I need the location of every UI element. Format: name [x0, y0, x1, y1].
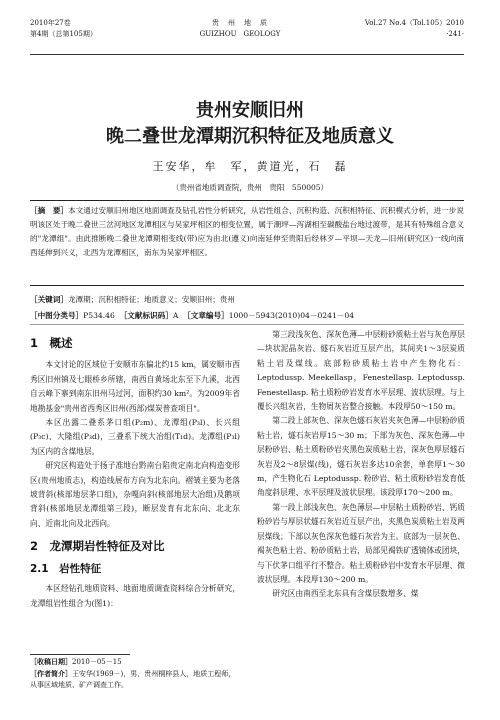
author-bio-text: 王安华(1969－)，男，贵州桐梓县人，地质工程师，从事区域地质、矿产调查工作。 — [30, 670, 236, 689]
article-id-value: 1000－5943(2010)04－0241－04 — [228, 311, 355, 320]
abstract-text: 本文通过安顺旧州地区地面调查及钻孔岩性分析研究，从岩性组合、沉积构造、沉积相特征、沉积模式分析，进一步说明该区处于晚二叠世三岔河地区龙潭相区与吴家坪相区的相变位置，属于潮坪—泻湖相至碳酸盐台地过渡带，是其有特殊组合意义的"龙潭组"。由此推断晚二叠世龙潭期相变线(带)应为由北(遵义)向南延伸至贵阳后经林歹—平坝—天龙—旧州(研究区)一线向南西延伸到兴义，北西为龙潭相区，南东为吴家坪相区。 — [30, 206, 464, 257]
classification-line — [30, 310, 464, 322]
paragraph: 本区出露二叠系茅口组(P₂m)、龙潭组(P₃l)、长兴组(P₃c)、大隆组(P₃d)，三叠系下统大冶组(T₁d)。龙潭组(P₃l)为区内的含煤地层。 — [30, 418, 240, 456]
left-column — [30, 328, 240, 611]
journal-name-en: GUIZHOU GEOLOGY — [199, 30, 281, 38]
header-left — [30, 18, 97, 40]
abstract — [30, 204, 464, 260]
footnote — [30, 656, 240, 691]
paragraph: 研究区由南西至北东具有含煤层数增多、煤 — [272, 589, 419, 599]
paragraph: 第三段浅灰色、深灰色薄—中层粉砂质粘土岩与灰色厚层—块状泥晶灰岩、燧石灰岩近互层产出，其间夹1～3层炭质粘土岩及煤线。底部粉砂质粘土岩中产生物化石：Leptodussp. Meekellasp，Fenestellasp. Leptodussp. Fenestellasp. 粘土质粉砂岩发育水平层理、波状层理。与上覆长兴组灰岩，生物屑灰岩整合接触。本段厚50～150 m。 — [257, 330, 465, 412]
doc-code-label: ［文献标识码］ — [119, 311, 173, 320]
page-number: ·241· — [446, 30, 464, 38]
subsection-heading-lithology: 2.1 岩性特征 — [30, 562, 102, 575]
clc-value: P534.46 — [83, 311, 115, 320]
paragraph: 研究区构造处于扬子准地台黔南台陷贵定南北向构造变形区(贵州地质志)，构造线展布方向为北东向。褶皱主要为老落坡背斜(核部地层茅口组)，杂嘎向斜(核部地层大冶组)及鹅项背斜(核部地层龙潭组第三段)，断层发育有北东向、北北东向、近南北向及北西向。 — [30, 461, 240, 528]
abstract-label: ［摘 要］ — [30, 206, 69, 215]
paragraph: 本区经钻孔地质资料、地面地质调查资料综合分析研究，龙潭组岩性组合为(图1)： — [30, 584, 240, 608]
author-bio-label: ［作者简介］ — [30, 669, 72, 678]
received-label: ［收稿日期］ — [30, 657, 72, 666]
footnote-rule — [30, 654, 130, 655]
affiliation: （贵州省地质调查院，贵州 贵阳 550005） — [171, 183, 329, 192]
keywords-text: 龙潭期；沉积相特征；地质意义；安顺旧州；贵州 — [67, 295, 236, 304]
article-title-line1: 贵州安顺旧州 — [196, 100, 304, 121]
author-list: 王安华，牟 军，黄道光，石 磊 — [152, 160, 348, 173]
clc-label: ［中图分类号］ — [30, 311, 84, 320]
author-bio — [30, 668, 240, 691]
paragraph: 第一段上部浅灰色、灰色薄层—中层粘土质粉砂岩、钙质粉砂岩与厚层状燧石灰岩近互层产出，夹黑色炭质粘土岩及两层煤线；下部以灰色深灰色燧石灰岩为主。底部为一层灰色、褐灰色粘土岩、粉砂质粘土岩，局部见褐铁矿透镜体或团块，与下伏茅口组平行不整合。粘土质粉砂岩中发育水平层理、微波状层理。本段厚130～200 m。 — [257, 502, 465, 584]
header-center — [180, 18, 300, 40]
running-header — [30, 18, 464, 52]
right-column — [257, 328, 465, 602]
article-id-label: ［文章编号］ — [183, 311, 229, 320]
section-heading-overview: 1 概述 — [30, 336, 73, 350]
paragraph: 第二段上部灰色、深灰色燧石灰岩夹灰色薄—中层粉砂质粘土岩，燧石灰岩厚15～30 m；下部为灰色、深灰色薄—中层粉砂岩、粘土质粉砂岩夹黑色炭质粘土岩，深灰色厚层燧石灰岩及2～8层煤(线)，燧石灰岩多达10余套，单套厚1～30 m，产生物化石 Leptodussp. 粉砂岩、粘土质粉砂岩发育低角度斜层理、水平层理及波状层理。该段厚170～200 m。 — [257, 416, 465, 498]
journal-name: 贵 州 地 质 — [212, 19, 268, 27]
keywords — [30, 294, 464, 306]
header-right — [365, 18, 464, 40]
header-rule — [30, 54, 464, 55]
article-title-line2: 晚二叠世龙潭期沉积特征及地质意义 — [106, 126, 394, 147]
received-date — [30, 656, 240, 668]
received-value: 2010－05－15 — [72, 658, 122, 666]
journal-volume: 2010年27卷 — [30, 19, 71, 27]
doc-code-value: A — [172, 311, 179, 320]
keywords-label: ［关键词］ — [30, 295, 68, 304]
abstract-bottom-rule — [30, 324, 464, 325]
journal-volume-en: Vol.27 No.4（Tol.105）2010 — [364, 19, 464, 27]
section-heading-lithology: 2 龙潭期岩性特征及对比 — [30, 539, 165, 554]
paragraph: 本文讨论的区域位于安顺市东偏北约15 km，属安顺市西秀区旧州镇及七眼桥乡所辖，南西自黄场北东至下九溪，北西自云峰下寨到南东旧州马过河，面积约30 km²。为2009年省地勘基金"贵州省西秀区旧州(西部)煤炭普查项目"。 — [30, 360, 240, 413]
journal-issue: 第4期（总第105期） — [30, 30, 97, 38]
